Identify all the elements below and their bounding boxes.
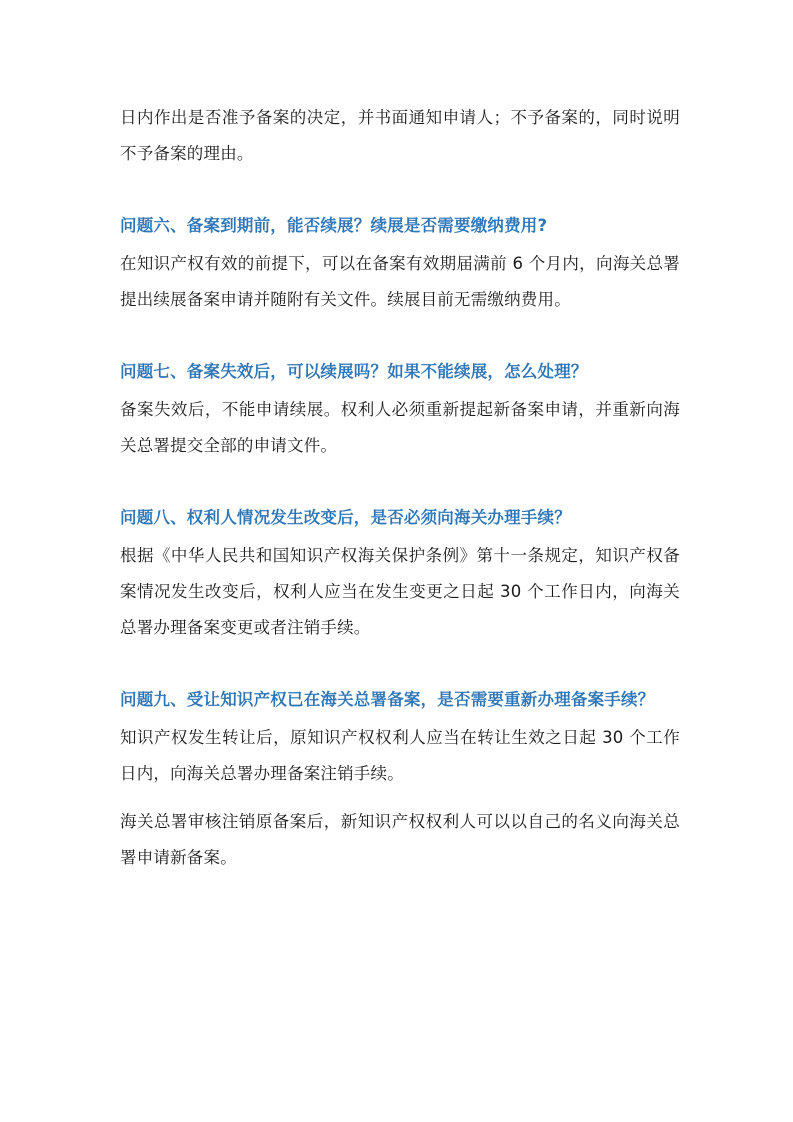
answer-nine-paragraph-1: 知识产权发生转让后，原知识产权权利人应当在转让生效之日起 30 个工作日内，向海关总署办理备案注销手续。 [120, 728, 680, 783]
question-seven-heading: 问题七、备案失效后，可以续展吗？如果不能续展，怎么处理？ [120, 362, 588, 381]
question-eight-heading: 问题八、权利人情况发生改变后，是否必须向海关办理手续？ [120, 508, 571, 527]
question-nine-heading: 问题九、受让知识产权已在海关总署备案，是否需要重新办理备案手续？ [120, 690, 655, 709]
intro-paragraph: 日内作出是否准予备案的决定，并书面通知申请人；不予备案的，同时说明不予备案的理由。 [120, 108, 680, 163]
answer-six-paragraph: 在知识产权有效的前提下，可以在备案有效期届满前 6 个月内，向海关总署提出续展备案申请并随附有关文件。续展目前无需缴纳费用。 [120, 254, 680, 309]
answer-seven-paragraph: 备案失效后，不能申请续展。权利人必须重新提起新备案申请，并重新向海关总署提交全部的申请文件。 [120, 400, 680, 455]
question-six-heading: 问题六、备案到期前，能否续展？续展是否需要缴纳费用? [120, 216, 548, 235]
document-page [120, 100, 680, 876]
answer-eight-paragraph: 根据《中华人民共和国知识产权海关保护条例》第十一条规定，知识产权备案情况发生改变后，权利人应当在发生变更之日起 30 个工作日内，向海关总署办理备案变更或者注销手续。 [120, 546, 680, 637]
answer-nine-paragraph-2: 海关总署审核注销原备案后，新知识产权权利人可以以自己的名义向海关总署申请新备案。 [120, 812, 680, 867]
